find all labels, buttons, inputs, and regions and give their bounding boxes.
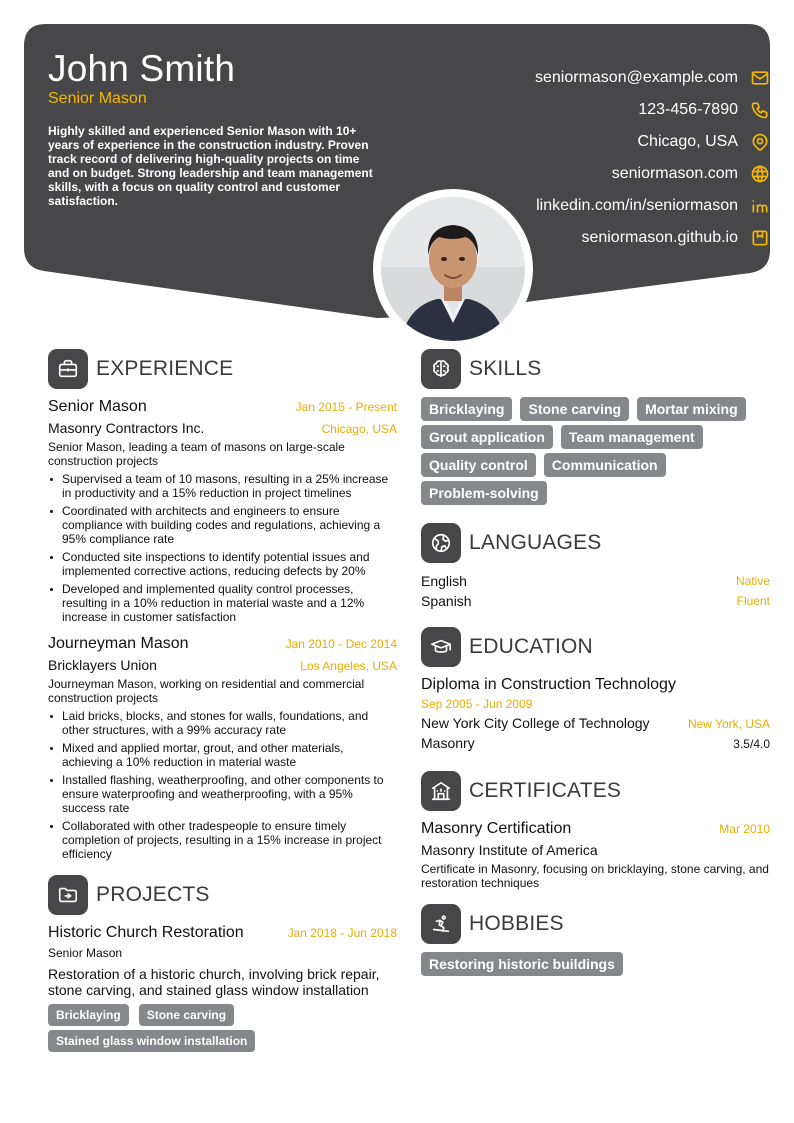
skill-tag: Problem-solving (421, 481, 547, 505)
brain-icon (421, 349, 461, 389)
experience-company: Masonry Contractors Inc. (48, 420, 205, 436)
hobbies-list (421, 952, 770, 980)
experience-entry (48, 634, 397, 861)
education-date: Sep 2005 - Jun 2009 (421, 697, 533, 711)
phone-icon (750, 100, 770, 120)
education-location: New York, USA (687, 717, 770, 731)
institution-icon (421, 771, 461, 811)
education-school: New York City College of Technology (421, 715, 650, 731)
location-pin-icon (750, 132, 770, 152)
contact-phone-text[interactable]: 123-456-7890 (638, 101, 738, 118)
linkedin-icon (750, 196, 770, 216)
right-column (421, 349, 770, 980)
certificates-heading: CERTIFICATES (469, 779, 622, 802)
folder-icon (48, 875, 88, 915)
experience-company: Bricklayers Union (48, 657, 157, 673)
skills-heading: SKILLS (469, 357, 542, 380)
language-row (421, 571, 770, 591)
language-row (421, 591, 770, 611)
profile-photo (381, 197, 525, 341)
education-gpa: 3.5/4.0 (733, 737, 770, 751)
experience-bullets (48, 472, 397, 624)
certificate-description: Certificate in Masonry, focusing on bricklaying, stone carving, and restoration techniques (421, 862, 769, 890)
contact-website-text[interactable]: seniormason.com (611, 165, 738, 182)
project-entry (48, 923, 397, 1056)
contact-location (450, 126, 770, 158)
contact-website[interactable] (450, 158, 770, 190)
experience-section-header (48, 349, 397, 389)
contact-email[interactable] (450, 62, 770, 94)
certificate-date: Mar 2010 (719, 822, 770, 836)
candidate-name: John Smith (48, 48, 236, 89)
list-item: Conducted site inspections to identify potential issues and implemented corrective actions, reducing defects by 20% (48, 550, 397, 578)
contact-phone[interactable] (450, 94, 770, 126)
education-heading: EDUCATION (469, 635, 593, 658)
hobbies-heading: HOBBIES (469, 912, 564, 935)
project-description: Restoration of a historic church, involving brick repair, stone carving, and stained glass window installation (48, 966, 380, 998)
list-item: Laid bricks, blocks, and stones for walls, foundations, and other structures, with a 99% accuracy rate (48, 709, 397, 737)
experience-summary: Senior Mason, leading a team of masons on large-scale construction projects (48, 440, 345, 468)
graduation-cap-icon (421, 627, 461, 667)
profile-summary: Highly skilled and experienced Senior Mason with 10+ years of experience in the construction industry. Proven track record of delivering high-quality projects on time and on budget. Strong leadership and team management skills, with a focus on quality control and customer satisfaction. (48, 124, 373, 208)
contact-email-text[interactable]: seniormason@example.com (535, 69, 738, 86)
languages-list (421, 571, 770, 611)
project-date: Jan 2018 - Jun 2018 (287, 926, 397, 940)
skill-tag: Mortar mixing (637, 397, 746, 421)
job-title: Senior Mason (48, 90, 147, 107)
language-level: Native (735, 574, 770, 588)
skill-tag: Stone carving (520, 397, 629, 421)
experience-date: Jan 2015 - Present (295, 400, 397, 414)
experience-role: Journeyman Mason (48, 635, 189, 652)
list-item: Coordinated with architects and engineers to ensure compliance with building codes and regulations, achieving a 95% compliance rate (48, 504, 397, 546)
certificate-issuer: Masonry Institute of America (421, 842, 598, 858)
language-name: Spanish (421, 593, 472, 609)
languages-heading: LANGUAGES (469, 531, 602, 554)
certificate-entry (421, 819, 770, 890)
education-entry (421, 675, 770, 753)
hobbies-section-header (421, 904, 770, 944)
projects-section-header (48, 875, 397, 915)
list-item: Installed flashing, weatherproofing, and other components to ensure waterproofing and weatherproofing, with a 95% success rate (48, 773, 397, 815)
list-item: Developed and implemented quality control processes, resulting in a 10% reduction in material waste and a 12% increase in customer satisfaction (48, 582, 397, 624)
language-globe-icon (421, 523, 461, 563)
hobby-tag: Restoring historic buildings (421, 952, 623, 976)
experience-location: Los Angeles, USA (300, 659, 397, 673)
project-tag: Stained glass window installation (48, 1030, 255, 1052)
globe-icon (750, 164, 770, 184)
experience-role: Senior Mason (48, 398, 147, 415)
languages-section-header (421, 523, 770, 563)
experience-summary: Journeyman Mason, working on residential and commercial construction projects (48, 677, 365, 705)
skill-tag: Quality control (421, 453, 536, 477)
project-tag: Stone carving (139, 1004, 234, 1026)
contact-location-text: Chicago, USA (637, 133, 738, 150)
certificates-section-header (421, 771, 770, 811)
project-tag: Bricklaying (48, 1004, 129, 1026)
project-role: Senior Mason (48, 946, 123, 960)
experience-heading: EXPERIENCE (96, 357, 234, 380)
language-level: Fluent (736, 594, 770, 608)
education-section-header (421, 627, 770, 667)
contact-github-text[interactable]: seniormason.github.io (581, 229, 738, 246)
experience-date: Jan 2010 - Dec 2014 (285, 637, 397, 651)
project-tags (48, 1004, 397, 1056)
skill-tag: Grout application (421, 425, 553, 449)
mail-icon (750, 68, 770, 88)
skills-list (421, 397, 770, 509)
skier-icon (421, 904, 461, 944)
experience-bullets (48, 709, 397, 861)
education-field: Masonry (421, 735, 475, 751)
skill-tag: Team management (561, 425, 703, 449)
education-degree: Diploma in Construction Technology (421, 676, 676, 693)
language-name: English (421, 573, 467, 589)
bookmark-icon (750, 228, 770, 248)
list-item: Supervised a team of 10 masons, resulting in a 25% increase in productivity and a 15% reduction in project timelines (48, 472, 397, 500)
list-item: Collaborated with other tradespeople to ensure timely completion of projects, resulting in a 15% increase in project efficiency (48, 819, 397, 861)
skills-section-header (421, 349, 770, 389)
contact-linkedin-text[interactable]: linkedin.com/in/seniormason (536, 197, 738, 214)
certificate-name: Masonry Certification (421, 820, 572, 837)
briefcase-icon (48, 349, 88, 389)
list-item: Mixed and applied mortar, grout, and other materials, achieving a 10% reduction in material waste (48, 741, 397, 769)
left-column (48, 349, 397, 1056)
experience-entry (48, 397, 397, 624)
skill-tag: Bricklaying (421, 397, 512, 421)
skill-tag: Communication (544, 453, 666, 477)
experience-location: Chicago, USA (321, 422, 397, 436)
project-name: Historic Church Restoration (48, 924, 244, 941)
projects-heading: PROJECTS (96, 883, 210, 906)
